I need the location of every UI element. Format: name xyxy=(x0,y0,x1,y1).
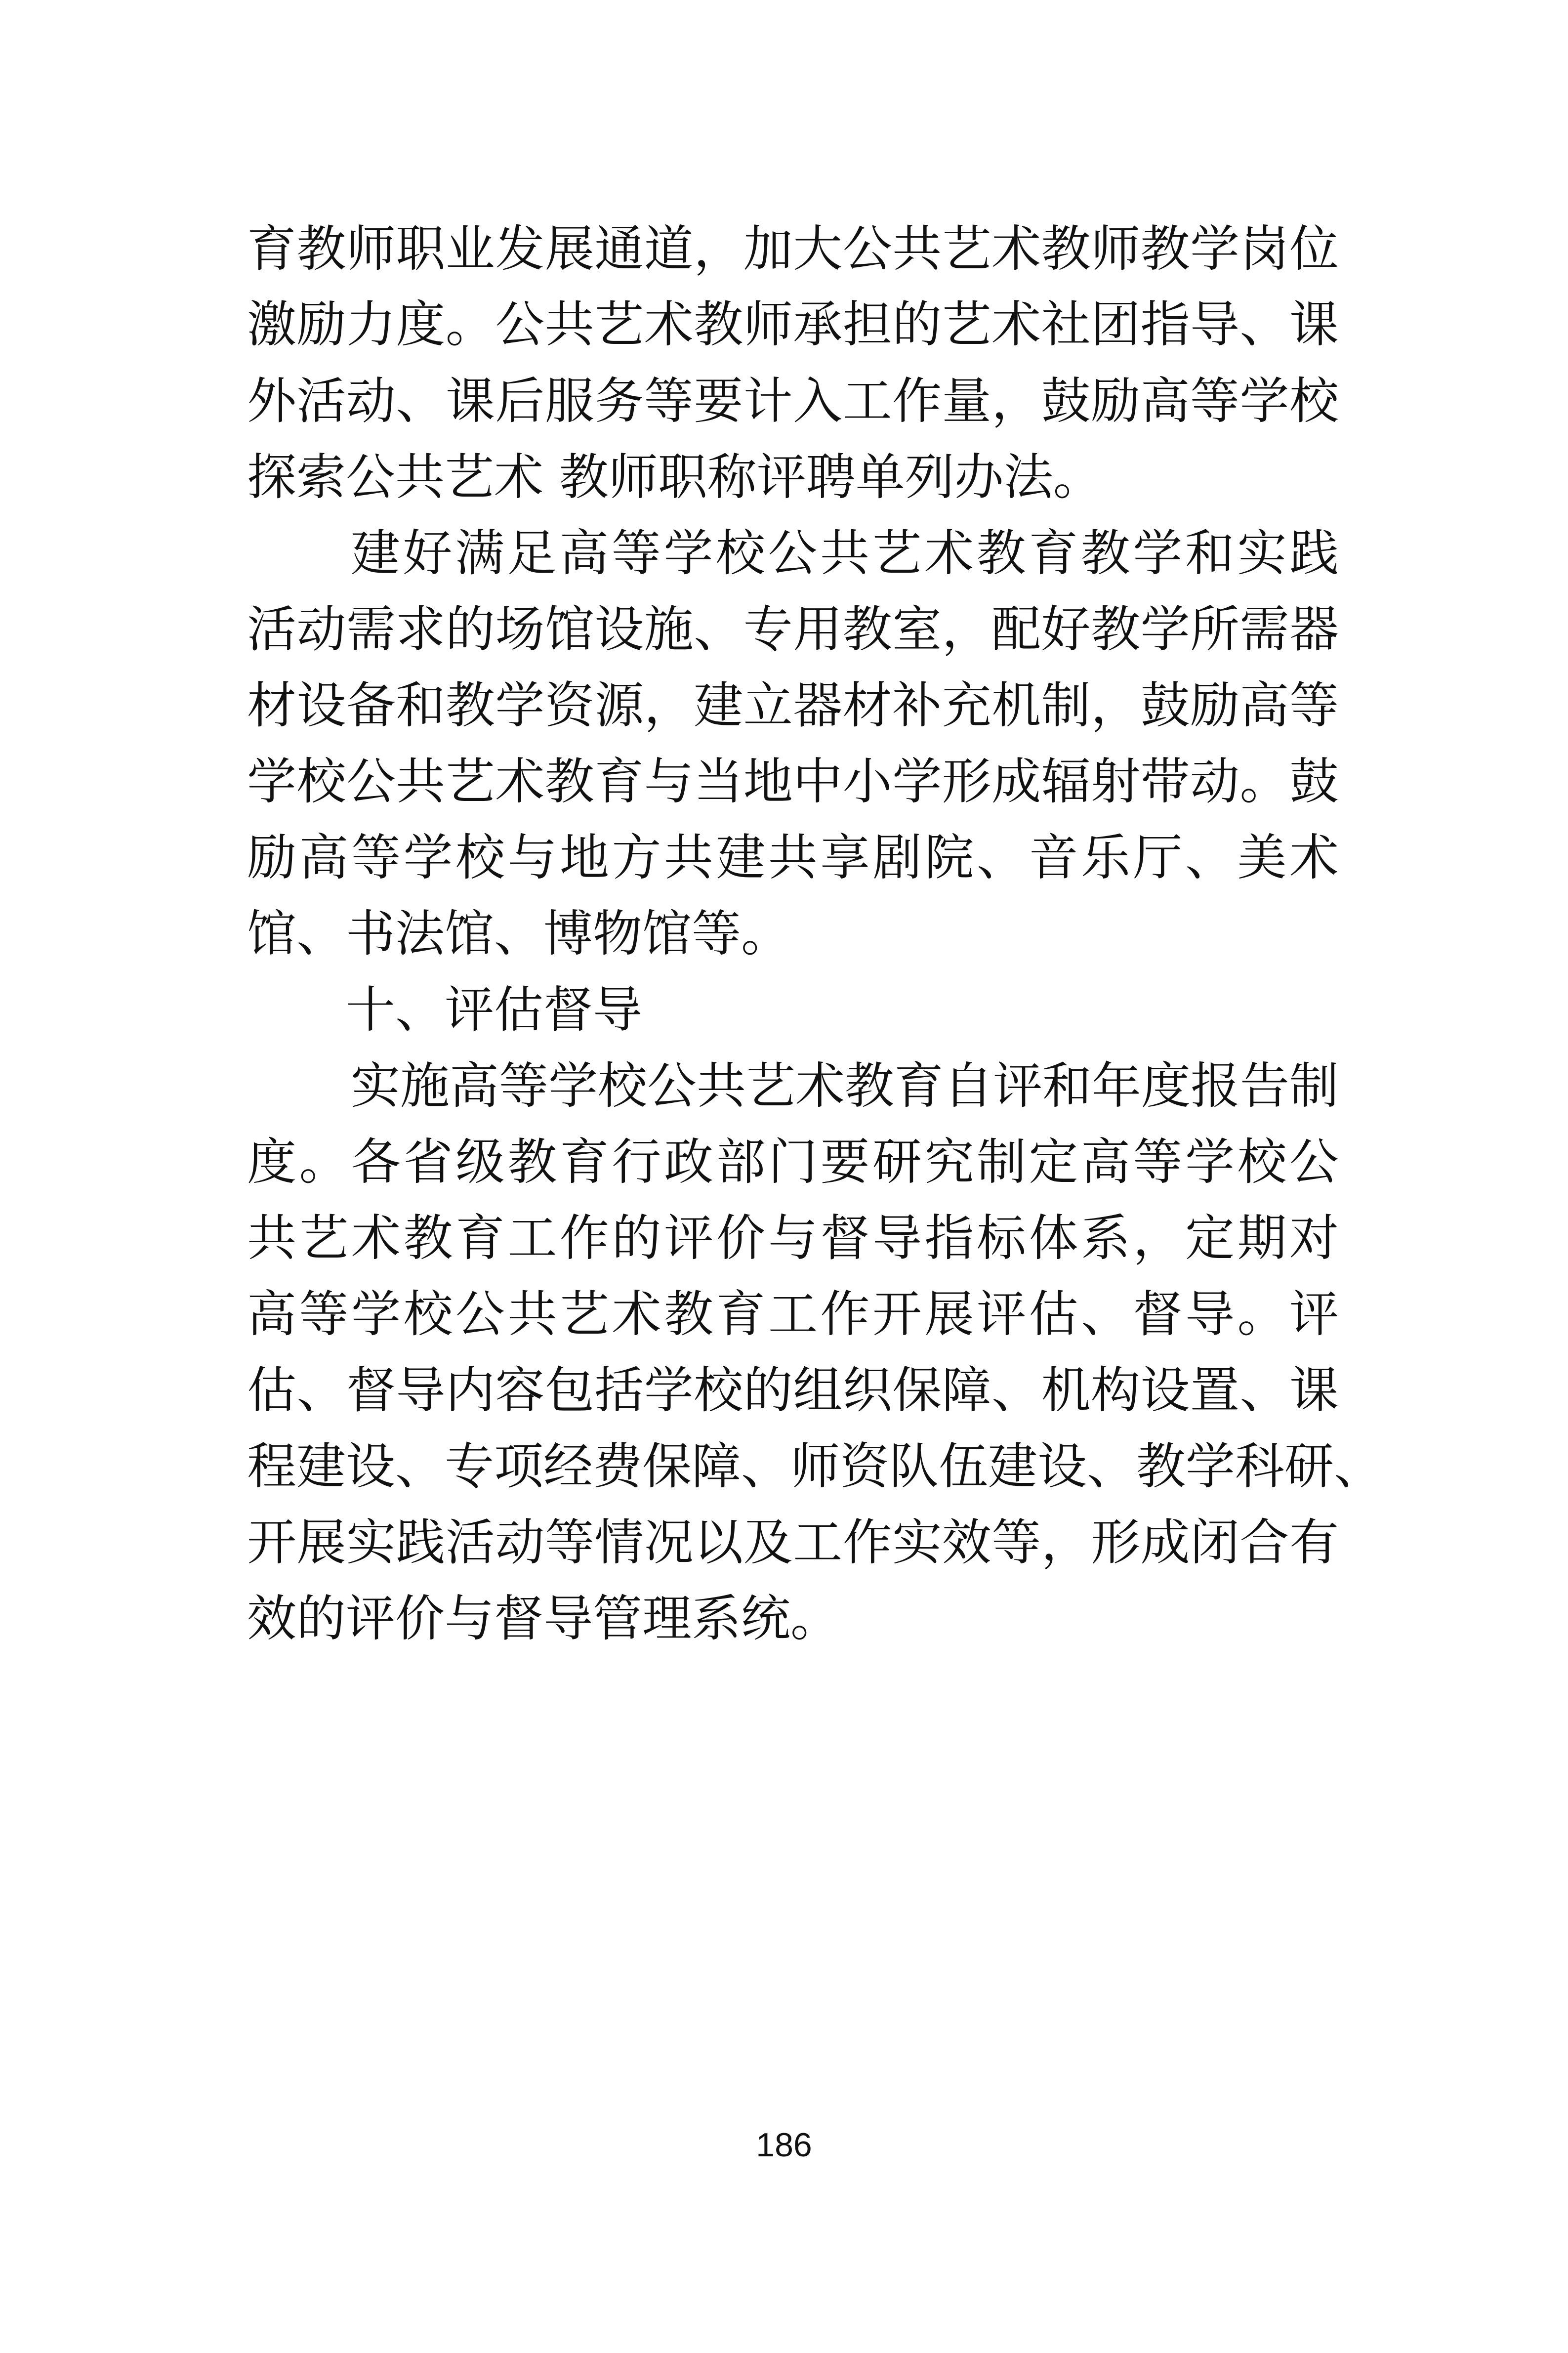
section-heading: 十、评估督导 xyxy=(346,981,642,1039)
paragraph-3-line-3: 共艺术教育工作的评价与督导指标体系，定期对 xyxy=(247,1209,1339,1267)
paragraph-3-line-2: 度。各省级教育行政部门要研究制定高等学校公 xyxy=(247,1133,1339,1191)
paragraph-1-line-3: 外活动、课后服务等要计入工作量，鼓励高等学校 xyxy=(247,372,1339,430)
paragraph-2-line-3: 材设备和教学资源，建立器材补充机制，鼓励高等 xyxy=(247,676,1339,734)
paragraph-2-line-6: 馆、书法馆、博物馆等。 xyxy=(247,905,790,963)
paragraph-3-line-8: 效的评价与督导管理系统。 xyxy=(247,1590,840,1647)
paragraph-3-line-6: 程建设、专项经费保障、师资队伍建设、教学科研、 xyxy=(247,1437,1383,1495)
page-number: 186 xyxy=(756,2126,812,2164)
paragraph-2-line-1: 建好满足高等学校公共艺术教育教学和实践 xyxy=(351,524,1339,582)
paragraph-3-line-5: 估、督导内容包括学校的组织保障、机构设置、课 xyxy=(247,1361,1339,1419)
paragraph-2-line-2: 活动需求的场馆设施、专用教室，配好教学所需器 xyxy=(247,600,1339,658)
paragraph-2-line-4: 学校公共艺术教育与当地中小学形成辐射带动。鼓 xyxy=(247,753,1339,810)
paragraph-1-line-4: 探索公共艺术 教师职称评聘单列办法。 xyxy=(247,448,1103,506)
paragraph-3-line-4: 高等学校公共艺术教育工作开展评估、督导。评 xyxy=(247,1285,1339,1343)
paragraph-3-line-1: 实施高等学校公共艺术教育自评和年度报告制 xyxy=(351,1057,1339,1115)
paragraph-1-line-2: 激励力度。公共艺术教师承担的艺术社团指导、课 xyxy=(247,295,1339,353)
paragraph-2-line-5: 励高等学校与地方共建共享剧院、音乐厅、美术 xyxy=(247,829,1339,886)
paragraph-3-line-7: 开展实践活动等情况以及工作实效等，形成闭合有 xyxy=(247,1513,1339,1571)
paragraph-1-line-1: 育教师职业发展通道，加大公共艺术教师教学岗位 xyxy=(247,220,1339,278)
